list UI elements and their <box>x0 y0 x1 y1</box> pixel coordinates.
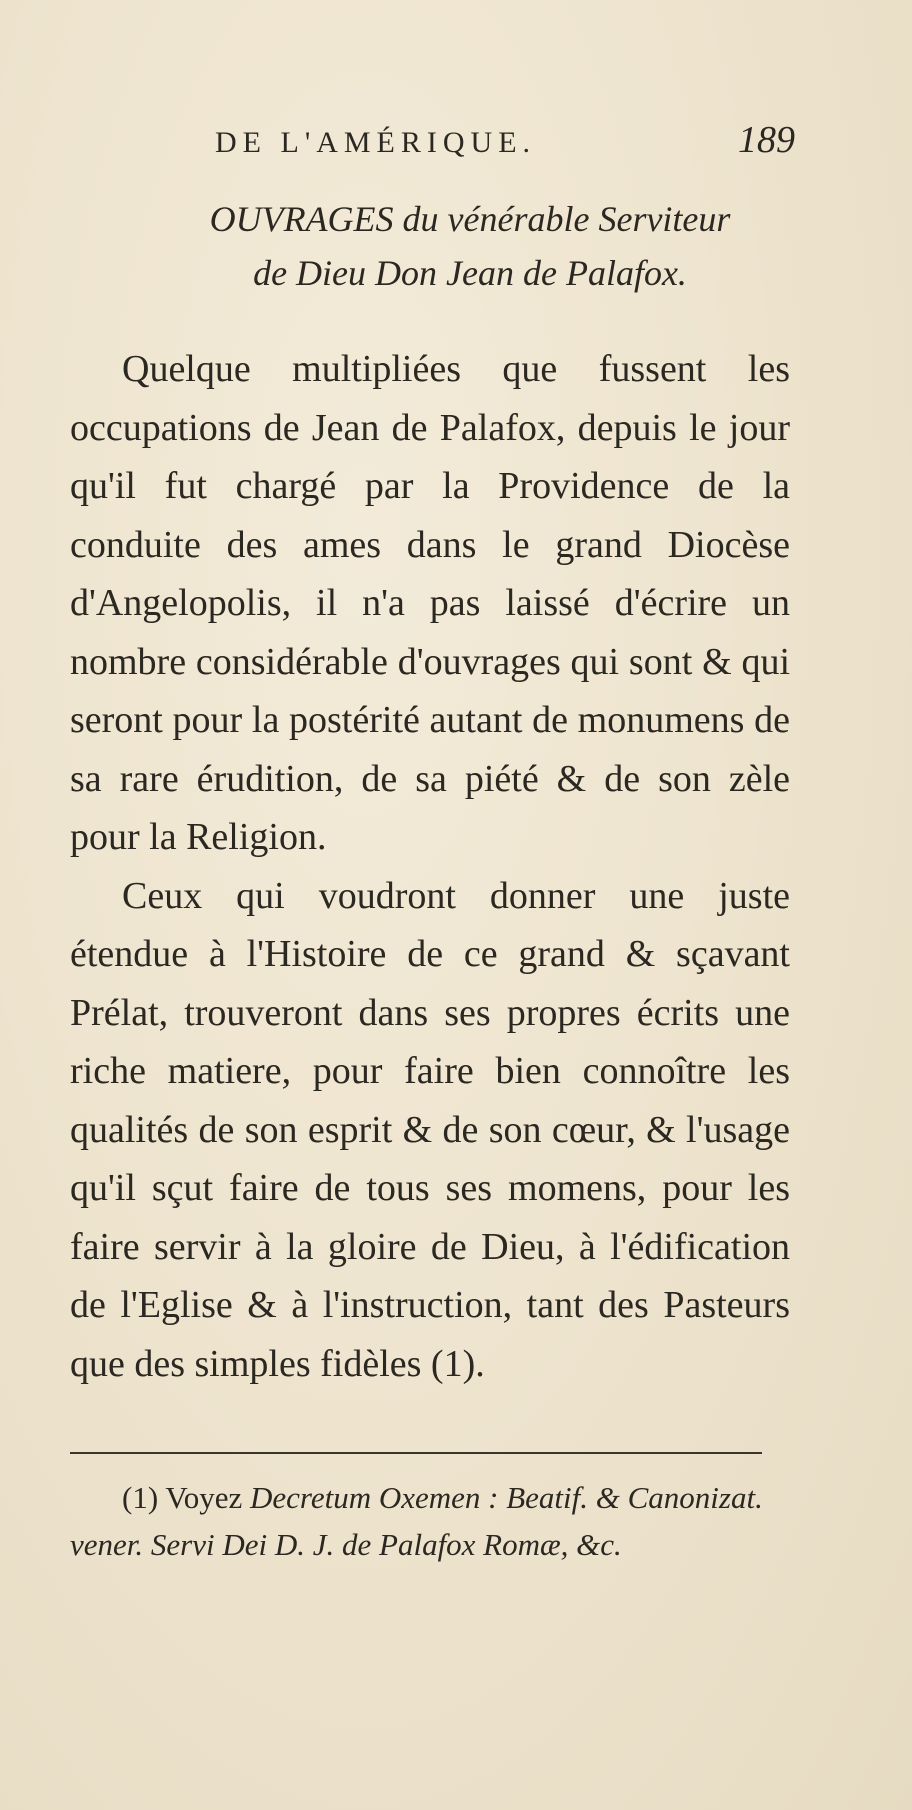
footnote-rule <box>70 1452 762 1454</box>
body-text <box>70 340 790 1393</box>
page-number: 189 <box>738 119 795 161</box>
footnote-text: Decretum Oxemen : Beatif. & Canonizat. vener. Servi Dei D. J. de Palafox Romæ, &c. <box>70 1480 763 1562</box>
footnote-marker: (1) Voyez <box>122 1480 243 1515</box>
paragraph-1: Quelque multipliées que fussent les occupations de Jean de Palafox, depuis le jour qu'il fut chargé par la Providence de la conduite des ames dans le grand Diocèse d'Angelopolis, il n'a pas laissé d'écrire un nombre considérable d'ouvrages qui sont & qui seront pour la postérité autant de monumens de sa rare érudition, de sa piété & de son zèle pour la Religion. <box>70 348 790 858</box>
heading-line-1: OUVRAGES du vénérable Serviteur <box>209 199 731 239</box>
running-head <box>215 118 795 164</box>
section-heading <box>140 192 800 300</box>
heading-line-2: de Dieu Don Jean de Palafox. <box>253 253 687 293</box>
footnote <box>70 1474 770 1568</box>
running-head-title: DE L'AMÉRIQUE. <box>215 126 537 159</box>
paragraph-2: Ceux qui voudront donner une juste étendue à l'Histoire de ce grand & sçavant Prélat, trouveront dans ses propres écrits une riche matiere, pour faire bien connoître les qualités de son esprit & de son cœur, & l'usage qu'il sçut faire de tous ses momens, pour les faire servir à la gloire de Dieu, à l'édification de l'Eglise & à l'instruction, tant des Pasteurs que des simples fidèles (1). <box>70 874 790 1385</box>
